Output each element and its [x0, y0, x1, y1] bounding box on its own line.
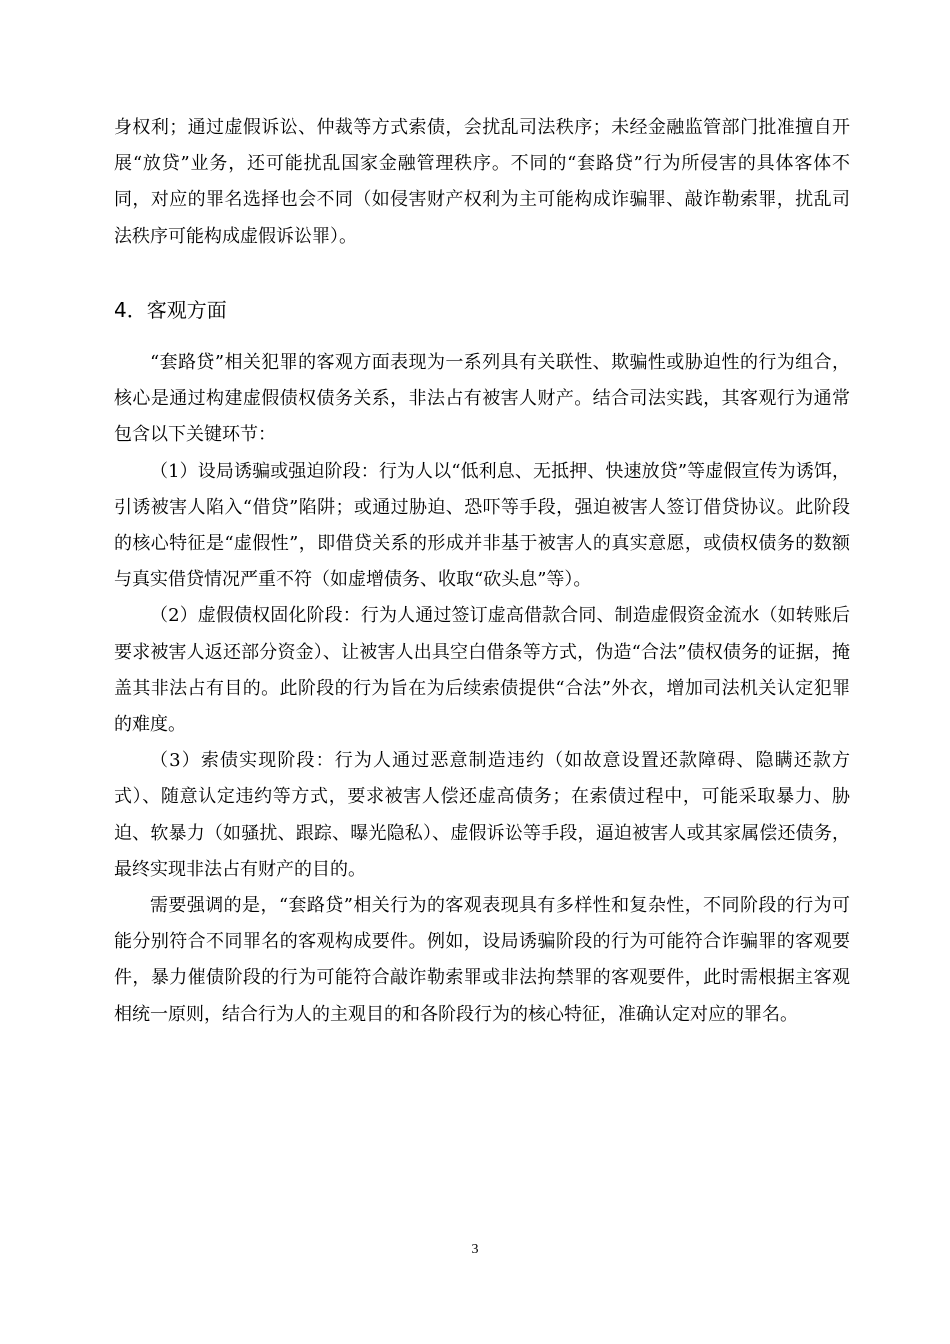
paragraph-continued: 身权利；通过虚假诉讼、仲裁等方式索债，会扰乱司法秩序；未经金融监管部门批准擅自开展“放贷”业务，还可能扰乱国家金融管理秩序。不同的“套路贷”行为所侵害的具体客体不同，对应的罪名选择也会不同（如侵害财产权利为主可能构成诈骗罪、敲诈勒索罪，扰乱司法秩序可能构成虚假诉讼罪）。: [114, 117, 850, 247]
continued-text: [114, 110, 850, 255]
paragraph-stage-2: （2）虚假债权固化阶段：行为人通过签订虚高借款合同、制造虚假资金流水（如转账后要求被害人返还部分资金）、让被害人出具空白借条等方式，伪造“合法”债权债务的证据，掩盖其非法占有目的。此阶段的行为旨在为后续索债提供“合法”外衣，增加司法机关认定犯罪的难度。: [114, 605, 850, 736]
page-number: 3: [471, 1242, 479, 1257]
paragraph-stage-1: （1）设局诱骗或强迫阶段：行为人以“低利息、无抵押、快速放贷”等虚假宣传为诱饵，引诱被害人陷入“借贷”陷阱；或通过胁迫、恐吓等手段，强迫被害人签订借贷协议。此阶段的核心特征是“虚假性”，即借贷关系的形成并非基于被害人的真实意愿，或债权债务的数额与真实借贷情况严重不符（如虚增债务、收取“砍头息”等）。: [114, 460, 850, 591]
paragraph-stage-3: （3）索债实现阶段：行为人通过恶意制造违约（如故意设置还款障碍、隐瞒还款方式）、随意认定违约等方式，要求被害人偿还虚高债务；在索债过程中，可能采取暴力、胁迫、软暴力（如骚扰、跟踪、曝光隐私）、虚假诉讼等手段，逼迫被害人或其家属偿还债务，最终实现非法占有财产的目的。: [114, 750, 850, 880]
paragraph-intro: “套路贷”相关犯罪的客观方面表现为一系列具有关联性、欺骗性或胁迫性的行为组合，核心是通过构建虚假债权债务关系，非法占有被害人财产。结合司法实践，其客观行为通常包含以下关键环节：: [114, 352, 850, 446]
section-body: [114, 345, 850, 1033]
paragraph-conclusion: 需要强调的是，“套路贷”相关行为的客观表现具有多样性和复杂性，不同阶段的行为可能分别符合不同罪名的客观构成要件。例如，设局诱骗阶段的行为可能符合诈骗罪的客观要件，暴力催债阶段的行为可能符合敲诈勒索罪或非法拘禁罪的客观要件，此时需根据主客观相统一原则，结合行为人的主观目的和各阶段行为的核心特征，准确认定对应的罪名。: [114, 895, 850, 1025]
section-heading: 4．客观方面: [114, 298, 227, 322]
